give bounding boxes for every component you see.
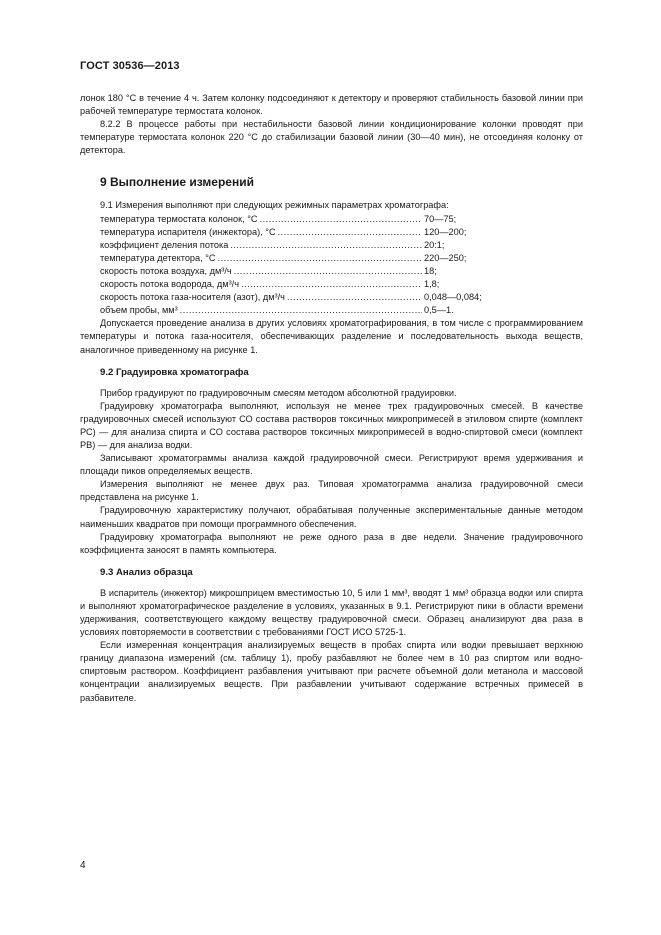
parameter-value: 220—250;	[424, 252, 467, 263]
parameter-name: скорость потока воздуха, дм³/ч	[100, 265, 232, 276]
leader-dots	[230, 239, 422, 252]
parameter-name: скорость потока газа-носителя (азот), дм³/ч	[100, 292, 285, 303]
parameter-list	[100, 213, 500, 318]
parameter-name: коэффициент деления потока	[100, 239, 229, 250]
parameter-row	[100, 239, 500, 252]
parameter-value: 20:1;	[424, 239, 445, 250]
page-number: 4	[80, 860, 86, 871]
paragraph-8-2-2: 8.2.2 В процессе работы при нестабильности базовой линии кондиционирование колонки проводят при температуре термостата колонок 220 °С до стабилизации базовой линии (30—40 мин), не отсоединяя колонку от детектора.	[80, 119, 583, 156]
paragraph-9-1-note: Допускается проведение анализа в других условиях хроматографирования, в том числе с программированием температуры и потока газа-носителя, обеспечивающих разделение и последовательность выхода веществ, аналогичное приведенному на рисунке 1.	[80, 318, 583, 355]
leader-dots	[278, 226, 422, 239]
parameter-row	[100, 304, 500, 317]
parameter-value: 70—75;	[424, 213, 457, 224]
paragraph-9-2: Градуировочную характеристику получают, обрабатывая полученные экспериментальные данные методом наименьших квадратов при помощи программного обеспечения.	[80, 505, 583, 529]
paragraph-9-2: Градуировку хроматографа выполняют, используя не менее трех градуировочных смесей. В качестве градуировочных смесей используют СО состава растворов токсичных микропримесей в этиловом спирте (комплект РС) — для анализа спирта и СО состава растворов токсичных микропримесей в водно-спиртовой смеси (комплект РВ) — для анализа водки.	[80, 400, 583, 450]
parameter-row	[100, 252, 500, 265]
section-9-heading: 9 Выполнение измерений	[100, 175, 254, 190]
parameter-row	[100, 278, 500, 291]
parameter-value: 0,5—1.	[424, 305, 454, 316]
paragraph-9-2: Прибор градуируют по градуировочным смесям методом абсолютной градуировки.	[100, 387, 457, 398]
parameter-row	[100, 213, 500, 226]
leader-dots	[287, 291, 422, 304]
section-9-3-heading: 9.3 Анализ образца	[100, 566, 193, 578]
paragraph-9-3: В испаритель (инжектор) микрошприцем вместимостью 10, 5 или 1 мм³, вводят 1 мм³ образца водки или спирта и выполняют хроматографическое разделение в условиях, указанных в 9.1. Регистрируют пики в области времени удерживания, соответствующего каждому веществу градуировочной смеси. Образец анализируют два раза в условиях повторяемости в соответствии с требованиями ГОСТ ИСО 5725-1.	[80, 587, 583, 638]
paragraph-9-2: Записывают хроматограммы анализа каждой градуировочной смеси. Регистрируют время удерживания и площади пиков определяемых веществ.	[80, 453, 583, 477]
parameter-row	[100, 291, 500, 304]
leader-dots	[260, 213, 422, 226]
paragraph-9-2: Градуировку хроматографа выполняют не реже одного раза в две недели. Значение градуировочного коэффициента заносят в память компьютера.	[80, 531, 583, 555]
paragraph-9-2: Измерения выполняют не менее двух раз. Типовая хроматограмма анализа градуировочной смеси представлена на рисунке 1.	[80, 479, 583, 503]
leader-dots	[180, 304, 422, 317]
paragraph-9-1-lead: 9.1 Измерения выполняют при следующих режимных параметрах хроматографа:	[100, 200, 449, 211]
leader-dots	[241, 278, 422, 291]
paragraph-9-3: Если измеренная концентрация анализируемых веществ в пробах спирта или водки превышает верхнюю границу диапазона измерений (см. таблицу 1), пробу разбавляют не более чем в 10 раз спиртом или водно-спиртовым раствором. Коэффициент разбавления учитывают при расчете объемной доли метанола и массовой концентрации анализируемых веществ. При разбавлении учитывают содержание встречных примесей в разбавителе.	[80, 640, 583, 703]
page-content	[80, 92, 583, 705]
parameter-value: 18;	[424, 265, 437, 276]
parameter-row	[100, 226, 500, 239]
parameter-value: 120—200;	[424, 226, 467, 237]
parameter-row	[100, 265, 500, 278]
parameter-value: 1,8;	[424, 279, 440, 290]
standard-designation: ГОСТ 30536—2013	[80, 60, 180, 72]
leader-dots	[218, 252, 422, 265]
paragraph-continuation: лонок 180 °С в течение 4 ч. Затем колонку подсоединяют к детектору и проверяют стабильность базовой линии при рабочей температуре термостата колонок.	[80, 93, 583, 117]
parameter-name: скорость потока водорода, дм³/ч	[100, 279, 239, 290]
parameter-name: температура детектора, °С	[100, 252, 216, 263]
parameter-name: температура термостата колонок, °С	[100, 213, 258, 224]
section-9-2-heading: 9.2 Градуировка хроматографа	[100, 366, 249, 378]
parameter-name: объем пробы, мм³	[100, 305, 178, 316]
parameter-value: 0,048—0,084;	[424, 292, 482, 303]
parameter-name: температура испарителя (инжектора), °С	[100, 226, 276, 237]
leader-dots	[234, 265, 422, 278]
